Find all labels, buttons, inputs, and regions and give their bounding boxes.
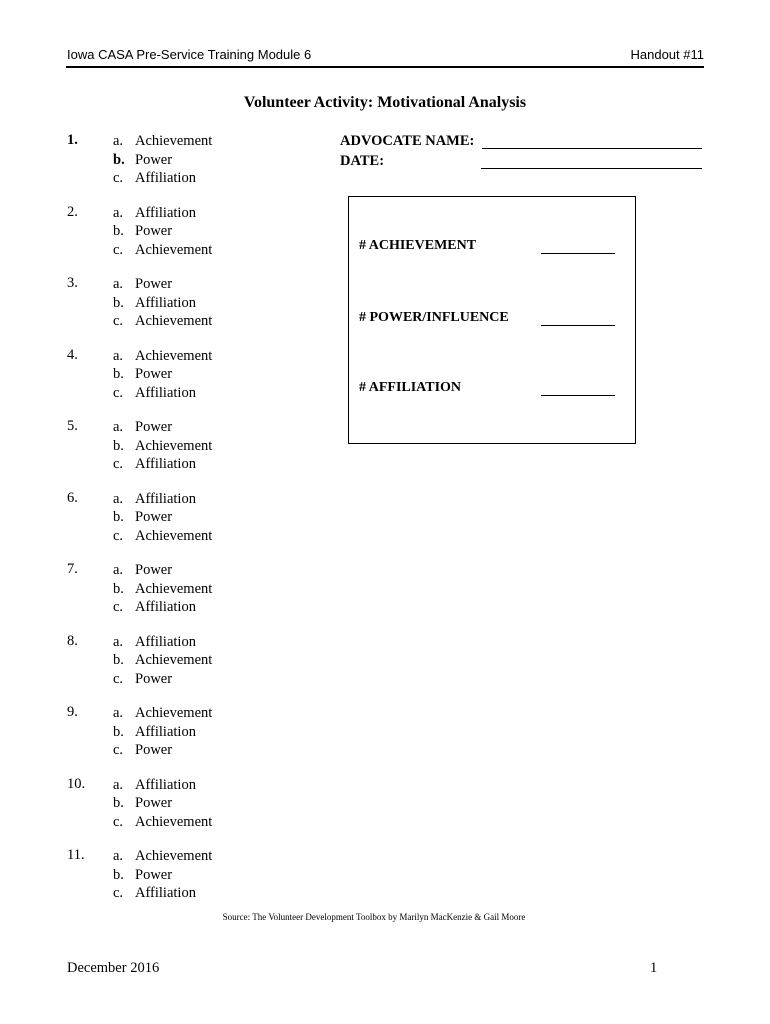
option-row [113,741,212,760]
option-text: Achievement [135,347,213,364]
option-letter: c. [113,885,124,901]
option-letter: c. [113,599,124,615]
option-row [113,365,212,384]
question-number: 8. [67,632,78,649]
option-text: Affiliation [135,885,196,901]
option-letter: c. [113,313,124,329]
option-row [113,312,212,331]
page-number: 1 [650,960,658,976]
advocate-name-field[interactable] [482,148,702,149]
option-letter: a. [113,133,124,149]
question-number: 2. [67,203,78,220]
option-row [113,455,212,474]
option-text: Power [135,509,173,525]
option-row [113,561,212,580]
option-row [113,151,212,170]
option-row [113,847,212,866]
option-text: Affiliation [135,776,196,793]
question-options [113,490,212,546]
option-text: Achievement [135,580,213,597]
option-letter: a. [113,848,124,864]
option-letter: a. [113,204,124,221]
option-text: Achievement [135,527,213,544]
option-row [113,241,212,260]
option-row [113,580,212,599]
option-text: Affiliation [135,633,196,650]
option-letter: b. [113,151,125,168]
option-row [113,222,212,241]
option-row [113,384,212,403]
option-letter: a. [113,562,124,578]
question-number: 5. [67,418,78,434]
question-number: 3. [67,275,78,291]
option-row [113,866,212,885]
option-text: Affiliation [135,204,196,221]
option-text: Power [135,223,173,239]
option-letter: b. [113,723,124,740]
option-letter: c. [113,456,124,472]
option-text: Affiliation [135,456,196,472]
option-text: Power [135,742,173,758]
option-text: Affiliation [135,599,196,615]
option-letter: b. [113,294,124,311]
date-field[interactable] [481,168,702,169]
option-text: Power [135,866,173,883]
option-row [113,437,212,456]
option-row [113,884,212,903]
option-text: Power [135,419,173,435]
header-divider [66,66,704,68]
option-text: Achievement [135,848,213,864]
option-letter: a. [113,490,124,507]
question-options [113,204,212,260]
option-letter: a. [113,276,124,292]
option-row [113,490,212,509]
option-row [113,633,212,652]
option-row [113,670,212,689]
option-letter: b. [113,223,124,239]
option-row [113,275,212,294]
option-text: Affiliation [135,384,196,401]
option-letter: a. [113,633,124,650]
achievement-score-label: # ACHIEVEMENT [359,238,477,253]
option-letter: c. [113,813,124,830]
option-letter: c. [113,527,124,544]
option-row [113,169,212,188]
option-row [113,204,212,223]
question-options [113,776,212,832]
option-letter: c. [113,742,124,758]
question-options [113,704,212,760]
option-text: Achievement [135,241,213,258]
header-module-title: Iowa CASA Pre-Service Training Module 6 [67,47,312,62]
option-text: Achievement [135,705,213,721]
option-text: Affiliation [135,490,196,507]
option-row [113,813,212,832]
option-row [113,794,212,813]
option-text: Achievement [135,813,213,830]
advocate-name-label: ADVOCATE NAME: [340,133,475,149]
option-letter: b. [113,795,124,811]
affiliation-score-field[interactable] [541,395,615,396]
option-letter: a. [113,705,124,721]
option-text: Power [135,366,173,382]
option-row [113,347,212,366]
option-row [113,418,212,437]
option-letter: c. [113,384,124,401]
power-score-field[interactable] [541,325,615,326]
option-text: Achievement [135,313,213,329]
option-row [113,527,212,546]
option-row [113,651,212,670]
option-letter: b. [113,580,124,597]
option-letter: c. [113,241,124,258]
option-text: Affiliation [135,170,196,186]
option-text: Power [135,151,173,168]
question-number: 10. [67,775,86,792]
footer-date: December 2016 [67,960,160,976]
option-row [113,723,212,742]
option-row [113,508,212,527]
option-text: Achievement [135,652,213,668]
question-number: 11. [67,847,85,863]
option-letter: a. [113,776,124,793]
question-options [113,418,212,474]
achievement-score-field[interactable] [541,253,615,254]
option-text: Power [135,795,173,811]
option-letter: b. [113,509,124,525]
question-number: 9. [67,704,78,720]
score-box [348,196,636,444]
power-score-label: # POWER/INFLUENCE [359,310,509,325]
header-handout-number: Handout #11 [630,47,704,62]
option-text: Achievement [135,437,213,454]
option-row [113,776,212,795]
question-number: 4. [67,346,78,363]
page-title: Volunteer Activity: Motivational Analysis [243,94,527,111]
option-text: Achievement [135,133,213,149]
question-number: 1. [67,132,78,148]
question-options [113,132,212,188]
option-letter: b. [113,866,124,883]
affiliation-score-label: # AFFILIATION [359,380,462,395]
question-number: 6. [67,489,78,506]
question-options [113,275,212,331]
option-text: Affiliation [135,723,196,740]
option-letter: b. [113,366,124,382]
option-row [113,704,212,723]
source-citation: Source: The Volunteer Development Toolbox by Marilyn MacKenzie & Gail Moore [222,912,526,922]
question-number: 7. [67,561,78,577]
option-letter: b. [113,437,124,454]
option-text: Affiliation [135,294,196,311]
option-text: Power [135,670,173,687]
date-label: DATE: [340,153,385,169]
question-options [113,847,212,903]
option-letter: a. [113,419,124,435]
question-options [113,633,212,689]
option-text: Power [135,562,173,578]
question-options [113,347,212,403]
option-letter: c. [113,170,124,186]
option-row [113,598,212,617]
option-row [113,132,212,151]
option-text: Power [135,276,173,292]
option-letter: a. [113,347,124,364]
option-letter: b. [113,652,124,668]
option-row [113,294,212,313]
option-letter: c. [113,670,124,687]
question-options [113,561,212,617]
